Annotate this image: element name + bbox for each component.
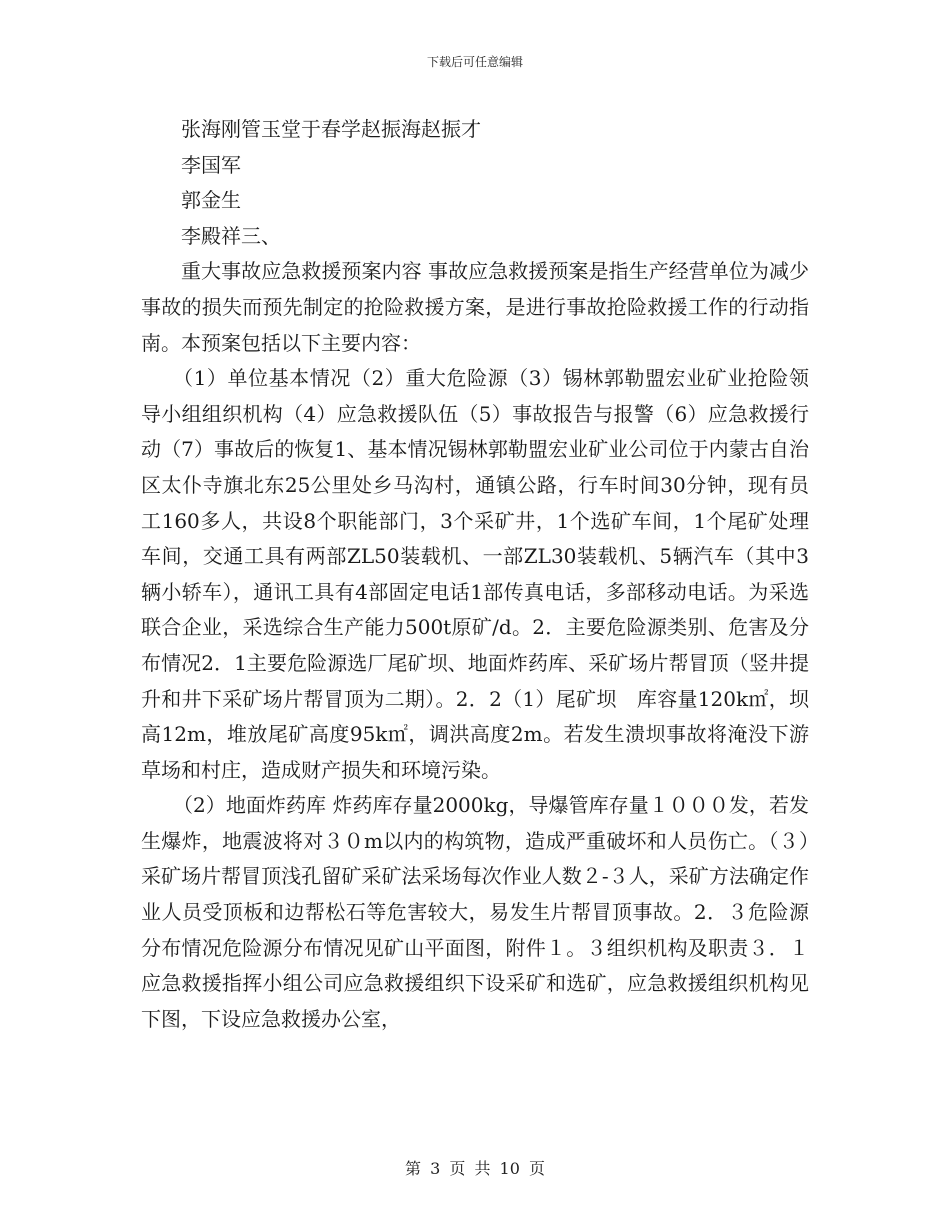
paragraph-plan-contents: （1）单位基本情况（2）重大危险源（3）锡林郭勒盟宏业矿业抢险领导小组组织机构（4）应急救援队伍（5）事故报告与报警（6）应急救援行动（7）事故后的恢复1、基本情况锡林郭勒盟宏业矿业公司位于内蒙古自治区太仆寺旗北东25公里处乡马沟村，通镇公路，行车时间30分钟，现有员工160多人，共设8个职能部门，3个采矿井，1个选矿车间，1个尾矿处理车间，交通工具有两部ZL50装载机、一部ZL30装载机、5辆汽车（其中3辆小轿车），通讯工具有4部固定电话1部传真电话，多部移动电话。为采选联合企业，采选综合生产能力500t原矿/d。2．主要危险源类别、危害及分布情况2．1主要危险源选厂尾矿坝、地面炸药库、采矿场片帮冒顶（竖井提升和井下采矿场片帮冒顶为二期）。2．2（1）尾矿坝 库容量120k㎡，坝高12m，堆放尾矿高度95k㎡，调洪高度2m。若发生溃坝事故将淹没下游草场和村庄，造成财产损失和环境污染。 [141,366,809,782]
paragraph-names-2: 李国军 [181,152,241,177]
document-body [141,112,809,1037]
page-number: 第 3 页 共 10 页 [405,1159,545,1178]
paragraph-explosives: （2）地面炸药库 炸药库存量2000kg，导爆管库存量１０００发，若发生爆炸，地震波将对３０m以内的构筑物，造成严重破坏和人员伤亡。（３）采矿场片帮冒顶浅孔留矿采矿法采场每次作业人数２-３人，采矿方法确定作业人员受顶板和边帮松石等危害较大，易发生片帮冒顶事故。2．３危险源分布情况危险源分布情况见矿山平面图，附件１。３组织机构及职责３．１应急救援指挥小组公司应急救援组织下设采矿和选矿，应急救援组织机构见下图，下设应急救援办公室， [141,793,809,1031]
paragraph-plan-intro: 重大事故应急救援预案内容 事故应急救援预案是指生产经营单位为减少事故的损失而预先制定的抢险救援方案，是进行事故抢险救援工作的行动指南。本预案包括以下主要内容： [141,259,809,355]
paragraph-names-4: 李殿祥三、 [181,223,281,248]
page-header-note: 下载后可任意编辑 [426,55,523,69]
paragraph-names-3: 郭金生 [181,188,241,213]
paragraph-names-1: 张海刚管玉堂于春学赵振海赵振才 [181,117,481,141]
